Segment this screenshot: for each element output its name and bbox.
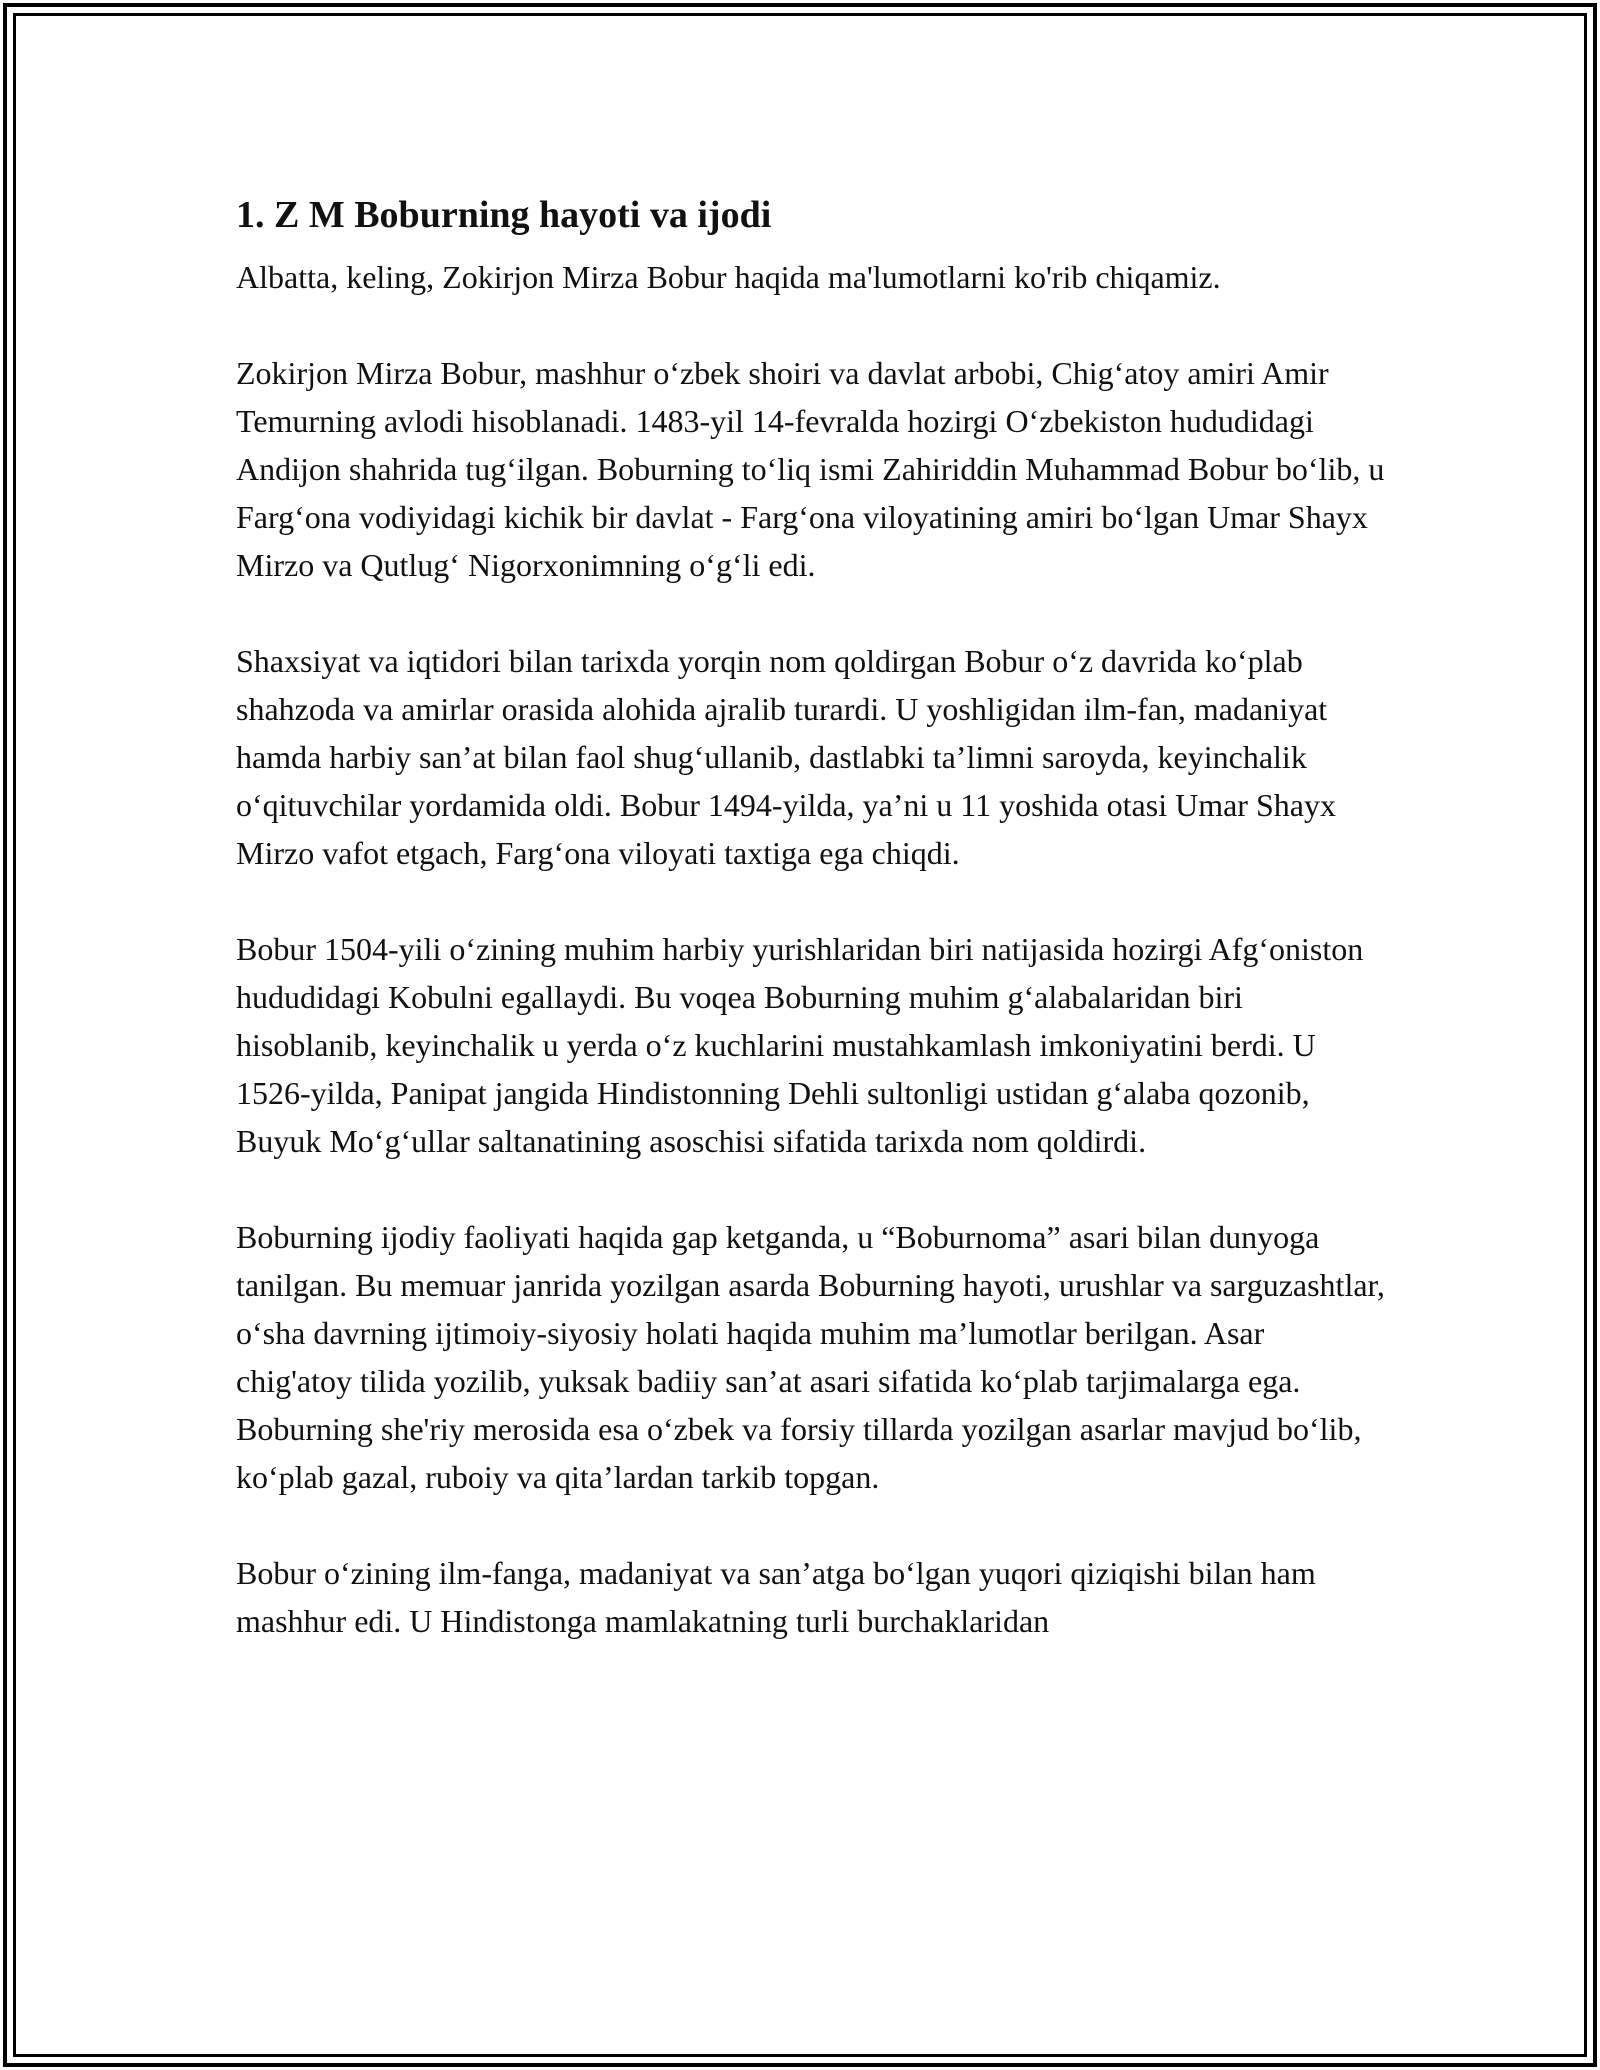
paragraph-4: Boburning ijodiy faoliyati haqida gap ketganda, u “Boburnoma” asari bilan dunyoga tanilgan. Bu memuar janrida yozilgan asarda Boburning hayoti, urushlar va sarguzashtlar, o‘sha davrning ijtimoiy-siyosiy holati haqida muhim ma’lumotlar berilgan. Asar chig'atoy tilida yozilib, yuksak badiiy san’at asari sifatida ko‘plab tarjimalarga ega. Boburning she'riy merosida esa o‘zbek va forsiy tillarda yozilgan asarlar mavjud bo‘lib, ko‘plab gazal, ruboiy va qita’lardan tarkib topgan. xyxy=(236,1219,1385,1495)
paragraph-2: Shaxsiyat va iqtidori bilan tarixda yorqin nom qoldirgan Bobur o‘z davrida ko‘plab shahzoda va amirlar orasida alohida ajralib turardi. U yoshligidan ilm-fan, madaniyat hamda harbiy san’at bilan faol shug‘ullanib, dastlabki ta’limni saroyda, keyinchalik o‘qituvchilar yordamida oldi. Bobur 1494-yilda, ya’ni u 11 yoshida otasi Umar Shayx Mirzo vafot etgach, Farg‘ona viloyati taxtiga ega chiqdi. xyxy=(236,643,1336,871)
intro-paragraph: Albatta, keling, Zokirjon Mirza Bobur haqida ma'lumotlarni ko'rib chiqamiz. xyxy=(236,259,1221,295)
paragraph-1: Zokirjon Mirza Bobur, mashhur o‘zbek shoiri va davlat arbobi, Chig‘atoy amiri Amir Temurning avlodi hisoblanadi. 1483-yil 14-fevralda hozirgi O‘zbekiston hududidagi Andijon shahrida tug‘ilgan. Boburning to‘liq ismi Zahiriddin Muhammad Bobur bo‘lib, u Farg‘ona vodiyidagi kichik bir davlat - Farg‘ona viloyatining amiri bo‘lgan Umar Shayx Mirzo va Qutlug‘ Nigorxonimning o‘g‘li edi. xyxy=(236,355,1385,583)
document-title: 1. Z M Boburning hayoti va ijodi xyxy=(236,194,772,236)
paragraph-5: Bobur o‘zining ilm-fanga, madaniyat va san’atga bo‘lgan yuqori qiziqishi bilan ham mashhur edi. U Hindistonga mamlakatning turli burchaklaridan xyxy=(236,1555,1316,1639)
document-body xyxy=(236,185,1386,1645)
paragraph-3: Bobur 1504-yili o‘zining muhim harbiy yurishlaridan biri natijasida hozirgi Afg‘oniston hududidagi Kobulni egallaydi. Bu voqea Boburning muhim g‘alabalaridan biri hisoblanib, keyinchalik u yerda o‘z kuchlarini mustahkamlash imkoniyatini berdi. U 1526-yilda, Panipat jangida Hindistonning Dehli sultonligi ustidan g‘alaba qozonib, Buyuk Mo‘g‘ullar saltanatining asoschisi sifatida tarixda nom qoldirdi. xyxy=(236,931,1364,1159)
